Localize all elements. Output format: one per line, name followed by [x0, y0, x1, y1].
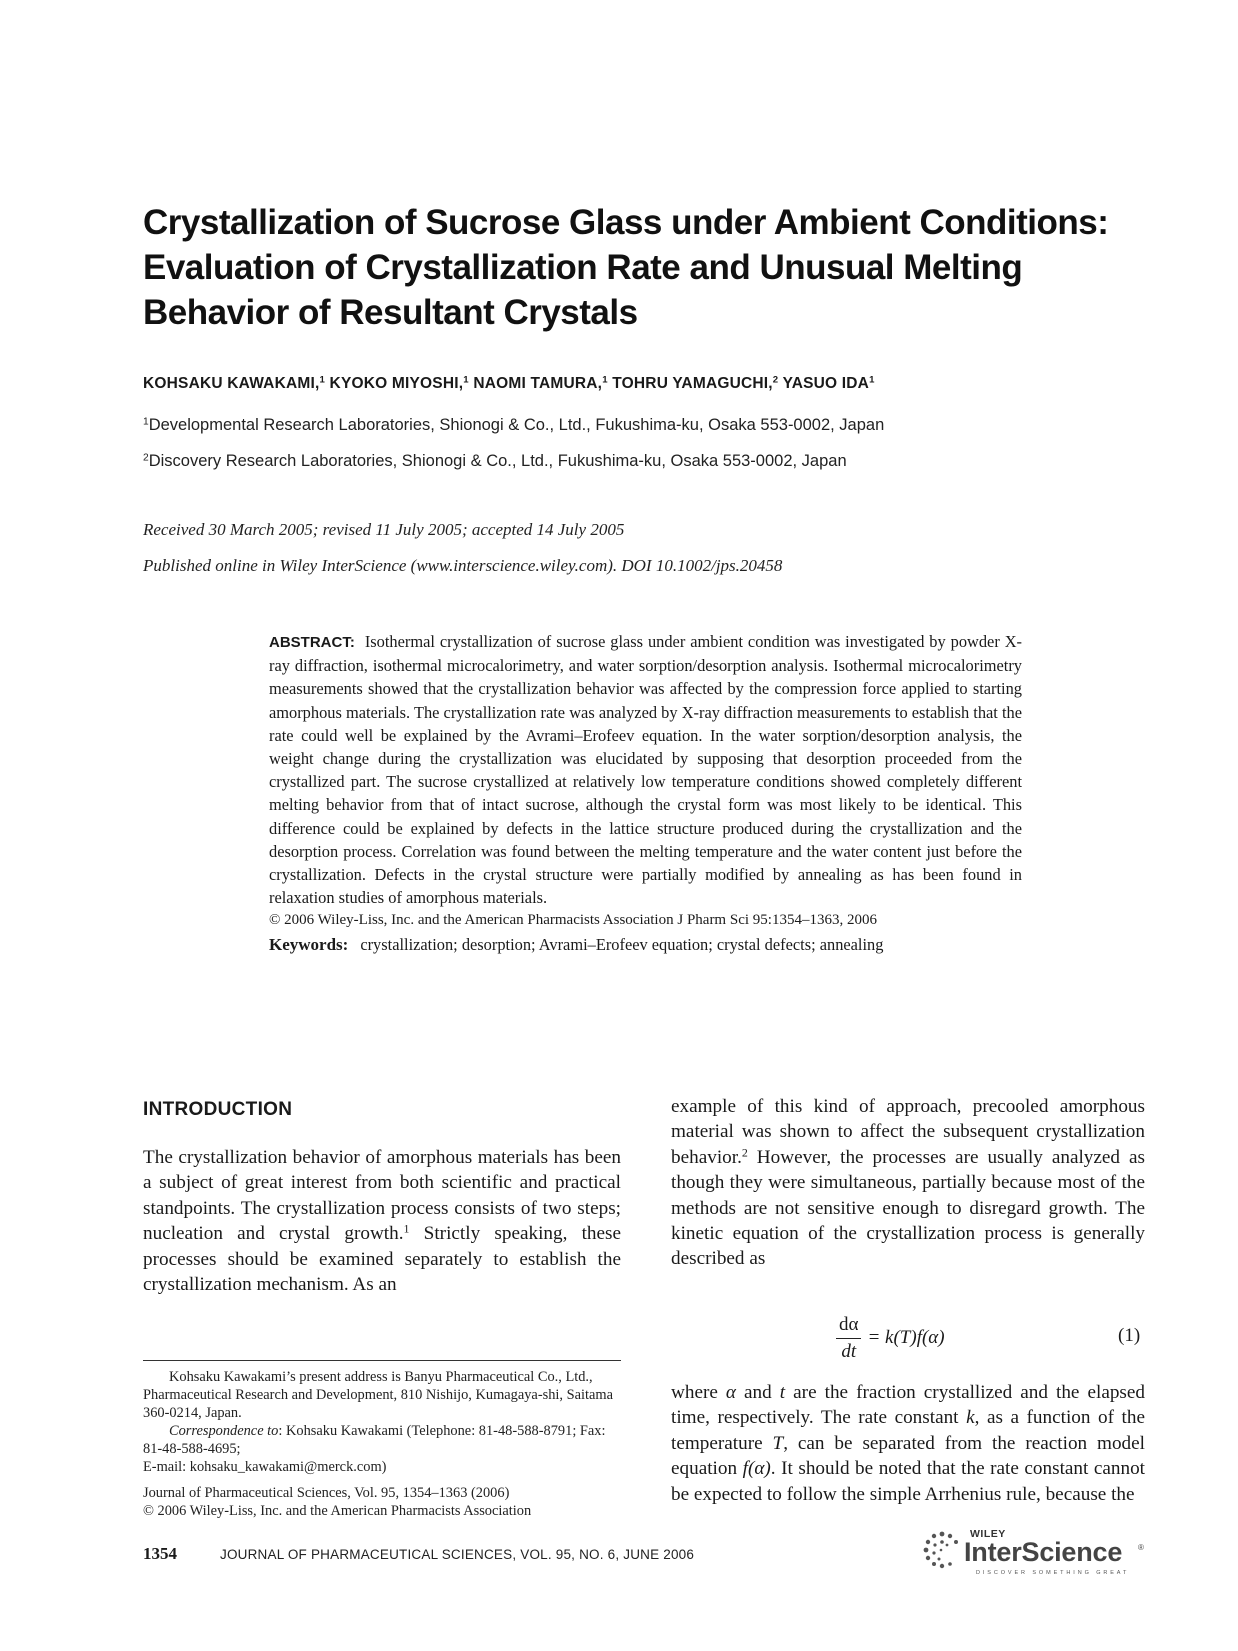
introduction-left-column [143, 1145, 621, 1297]
paragraph-text: . It should be noted that the rate constant cannot be expected to follow the simple Arrhenius rule, because the [671, 1458, 1146, 1505]
paragraph-text: , can be separated from the reaction model equation [671, 1432, 1145, 1480]
equation-number: (1) [1118, 1325, 1141, 1346]
footnote-correspondence [143, 1422, 621, 1458]
author-name: KYOKO MIYOSHI, [329, 375, 464, 392]
citation-2: 2 [741, 1145, 748, 1160]
body-paragraph [671, 1094, 1145, 1272]
affiliation-number: 1 [143, 416, 149, 428]
paragraph-text: and [736, 1382, 780, 1403]
paragraph-text: where [671, 1382, 726, 1403]
paragraph-text: , as a function of the temperature [671, 1407, 1145, 1454]
correspondence-label: Correspondence to [169, 1423, 279, 1439]
math-symbol: α [725, 1382, 736, 1403]
math-symbol: k [966, 1407, 975, 1429]
logo-brand-text: InterScience [964, 1537, 1123, 1567]
affiliation-1 [143, 416, 884, 435]
footnote-email: E-mail: kohsaku_kawakami@merck.com) [143, 1459, 387, 1475]
wiley-interscience-dots-icon [920, 1528, 964, 1572]
footnote-copyright: © 2006 Wiley-Liss, Inc. and the American Pharmacists Association [143, 1503, 532, 1519]
math-symbol: f(α) [742, 1458, 771, 1480]
author-affiliation-mark: 1 [463, 374, 469, 386]
affiliation-text: Discovery Research Laboratories, Shionogi & Co., Ltd., Fukushima-ku, Osaka 553-0002, Japan [148, 452, 847, 470]
math-symbol: T [772, 1432, 784, 1454]
page-number: 1354 [143, 1544, 177, 1563]
author-affiliation-mark: 2 [772, 374, 779, 386]
abstract-label: ABSTRACT: [269, 634, 355, 651]
abstract-text: Isothermal crystallization of sucrose glass under ambient condition was investigated by powder X-ray diffraction, isothermal microcalorimetry, and water sorption/desorption analysis. Isothermal microcalorimetry measurements showed that the crystallization behavior was affected by the compression force applied to starting amorphous materials. The crystallization rate was analyzed by X-ray diffraction measurements to establish that the rate could well be explained by the Avrami–Erofeev equation. In the water sorption/desorption analysis, the weight change during the crystallization was elucidated by supposing that desorption proceeded from the crystallized part. The sucrose crystallized at relatively low temperature conditions showed completely different melting behavior from that of intact sucrose, although the crystal form was most likely to be identical. This difference could be explained by defects in the lattice structure produced during the crystallization and the desorption process. Correlation was found between the melting temperature and the water content just before the crystallization. Defects in the crystal structure were partially modified by annealing as has been found in relaxation studies of amorphous materials. [269, 632, 1022, 908]
equation-fraction [836, 1314, 861, 1363]
abstract [269, 630, 1022, 956]
logo-wiley-text: WILEY [970, 1528, 1006, 1540]
logo-tagline: DISCOVER SOMETHING GREAT [976, 1570, 1130, 1576]
author-name: NAOMI TAMURA, [473, 375, 603, 392]
received-dates: Received 30 March 2005; revised 11 July 2005; accepted 14 July 2005 [143, 520, 625, 539]
correspondence-text: : Kohsaku Kawakami (Telephone: 81-48-588-8791; Fax: 81-48-588-4695; [143, 1423, 606, 1457]
author-name: KOHSAKU KAWAKAMI, [143, 375, 320, 392]
author-name: YASUO IDA [782, 375, 870, 392]
equation-numerator: dα [836, 1314, 861, 1339]
running-footer: JOURNAL OF PHARMACEUTICAL SCIENCES, VOL. 95, NO. 6, JUNE 2006 [220, 1547, 695, 1562]
author-affiliation-mark: 1 [602, 374, 608, 386]
citation-1: 1 [403, 1221, 410, 1236]
body-paragraph [143, 1145, 621, 1297]
title-line-2: Evaluation of Crystallization Rate and Unusual Melting [143, 248, 1023, 287]
affiliation-2 [143, 452, 847, 471]
author-list [143, 375, 875, 393]
paragraph-text: However, the processes are usually analyzed as though they were simultaneous, partially because most of the methods are not sensitive enough to disregard growth. The kinetic equation of the crystallization process is generally described as [671, 1146, 1145, 1270]
introduction-right-column [671, 1094, 1145, 1272]
affiliation-number: 2 [143, 452, 149, 464]
author-affiliation-mark: 1 [869, 374, 875, 386]
equation-1 [836, 1310, 945, 1366]
wiley-interscience-logo [920, 1528, 1145, 1578]
footnote-divider [143, 1360, 621, 1361]
introduction-right-column-continued [671, 1380, 1145, 1507]
footnotes [143, 1368, 621, 1520]
body-paragraph [671, 1380, 1145, 1507]
abstract-copyright: © 2006 Wiley-Liss, Inc. and the American Pharmacists Association J Pharm Sci 95:1354–1363, 2006 [269, 912, 877, 929]
author-name: TOHRU YAMAGUCHI, [612, 375, 773, 392]
footnote-journal: Journal of Pharmaceutical Sciences, Vol. 95, 1354–1363 (2006) [143, 1485, 510, 1501]
introduction-heading: INTRODUCTION [143, 1099, 293, 1120]
keywords-text: crystallization; desorption; Avrami–Erofeev equation; crystal defects; annealing [360, 934, 884, 954]
affiliation-text: Developmental Research Laboratories, Shionogi & Co., Ltd., Fukushima-ku, Osaka 553-0002, Japan [148, 416, 885, 434]
keywords-label: Keywords: [269, 934, 349, 954]
publication-info: Published online in Wiley InterScience (www.interscience.wiley.com). DOI 10.1002/jps.20458 [143, 556, 783, 575]
equation-rhs: = k(T)f(α) [867, 1327, 945, 1348]
title-line-3: Behavior of Resultant Crystals [143, 293, 638, 332]
math-symbol: t [779, 1382, 786, 1403]
footnote-present-address: Kohsaku Kawakami’s present address is Banyu Pharmaceutical Co., Ltd., Pharmaceutical Research and Development, 810 Nishijo, Kumagaya-shi, Saitama 360-0214, Japan. [143, 1369, 613, 1421]
paragraph-text: Strictly speaking, these processes should be examined separately to establish the crystallization mechanism. As an [143, 1223, 622, 1296]
equation-denominator: dt [841, 1340, 857, 1362]
paragraph-text: example of this kind of approach, precooled amorphous material was shown to affect the subsequent crystallization behavior. [671, 1096, 1145, 1168]
title-line-1: Crystallization of Sucrose Glass under Ambient Conditions: [143, 203, 1109, 242]
author-affiliation-mark: 1 [319, 374, 326, 386]
article-title [143, 200, 1143, 335]
paragraph-text: The crystallization behavior of amorphous materials has been a subject of great interest from both scientific and practical standpoints. The crystallization process consists of two steps; nucleation and crystal growth. [143, 1147, 621, 1245]
paragraph-text: are the fraction crystallized and the elapsed time, respectively. The rate constant [671, 1382, 1146, 1429]
logo-registered-mark: ® [1138, 1543, 1144, 1552]
